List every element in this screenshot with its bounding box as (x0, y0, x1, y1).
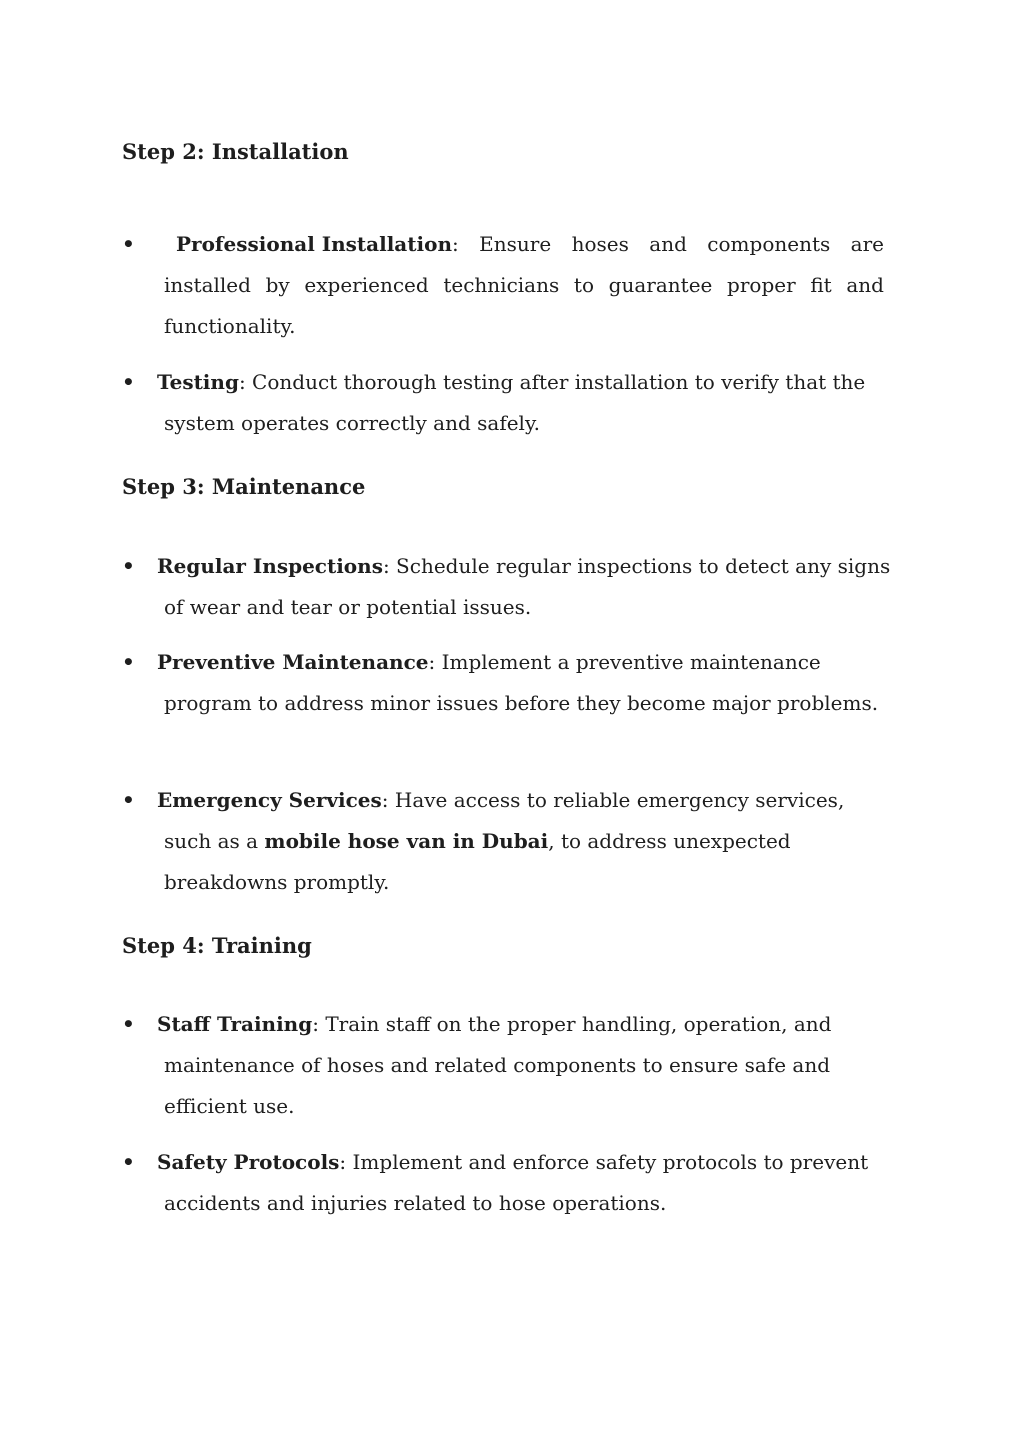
bullet-icon: • (122, 554, 135, 578)
bullet-icon: • (122, 1150, 135, 1174)
item-title: Professional Installation (176, 232, 452, 256)
item-title: Preventive Maintenance (157, 650, 429, 674)
document-page: Step 2: Installation • Professional Installation: Ensure hoses and components are installed by experienced technicians to guarantee proper fit and functionality. • Testing: Conduct thorough testing after installation to verify that the system operates correctly and safely. Step 3: Maintenance • Regular Inspections: Schedule regular inspections to detect any signs of wear and tear or potential issues. • Preventive Maintenance: Implement a preventive maintenance program to address minor issues before they become major problems. • Emergency Services: Have access to reliable emergency services, such as a mobile hose van in Dubai, to address unexpected breakdowns promptly. Step 4: Training • Staff Training: Train staff on the proper handling, operation, and maintenance of hoses and related components to ensure safe and efficient use. • Safety Protocols: Implement and enforce safety protocols to prevent accidents and injuries related to hose operations. (122, 139, 891, 1215)
bullet-icon: • (122, 650, 135, 674)
section-heading-maintenance: Step 3: Maintenance (122, 474, 366, 499)
item-text: Implement and enforce safety protocols to prevent accidents and injuries related to hose operations. (164, 1150, 869, 1215)
section-heading-training: Step 4: Training (122, 933, 312, 958)
bullet-icon: • (122, 232, 135, 256)
item-text: Implement a preventive maintenance program to address minor issues before they become major problems. (164, 650, 879, 715)
bullet-icon: • (122, 1012, 135, 1036)
item-title: Emergency Services (157, 788, 382, 812)
bullet-icon: • (122, 788, 135, 812)
highlight-link-text: mobile hose van in Dubai (264, 829, 549, 853)
bullet-icon: • (122, 370, 135, 394)
item-title: Safety Protocols (157, 1150, 340, 1174)
item-title: Staff Training (157, 1012, 313, 1036)
item-text: Train staff on the proper handling, operation, and maintenance of hoses and related components to ensure safe and efficient use. (164, 1012, 832, 1118)
item-text: Schedule regular inspections to detect any signs of wear and tear or potential issues. (164, 554, 891, 619)
item-text: Ensure hoses and components are installed by experienced technicians to guarantee proper fit and functionality. (164, 232, 884, 338)
section-heading-installation: Step 2: Installation (122, 139, 349, 164)
item-text: Have access to reliable emergency services, such as a (164, 788, 845, 853)
item-text: Conduct thorough testing after installation to verify that the system operates correctly and safely. (164, 370, 866, 435)
item-title: Regular Inspections (157, 554, 383, 578)
item-title: Testing (157, 370, 239, 394)
